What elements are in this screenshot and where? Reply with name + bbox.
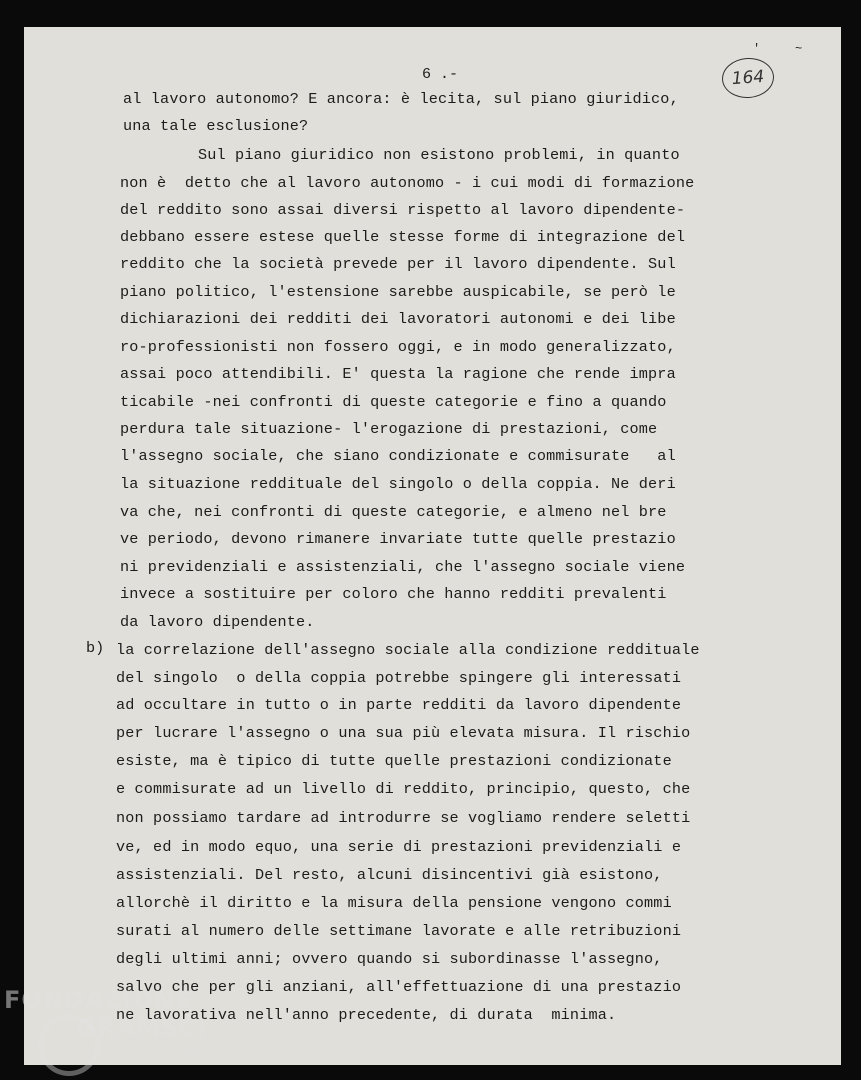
text-line: ve, ed in modo equo, una serie di prestazioni previdenziali e — [116, 838, 682, 856]
text-line: va che, nei confronti di queste categorie, e almeno nel bre — [120, 503, 667, 521]
text-line: ad occultare in tutto o in parte redditi da lavoro dipendente — [116, 696, 682, 714]
text-line: del reddito sono assai diversi rispetto al lavoro dipendente- — [120, 201, 686, 219]
text-line: perdura tale situazione- l'erogazione di prestazioni, come — [120, 420, 658, 438]
text-line: surati al numero delle settimane lavorate e alle retribuzioni — [116, 922, 682, 940]
text-line: da lavoro dipendente. — [120, 613, 315, 631]
margin-mark: ' — [753, 42, 761, 56]
list-marker: b) — [86, 639, 105, 657]
margin-mark: ~ — [795, 42, 803, 56]
watermark-line: FONDAZIONE — [4, 986, 193, 1014]
archive-number-stamp: 164 — [721, 56, 776, 100]
text-line: ne lavorativa nell'anno precedente, di durata minima. — [116, 1006, 617, 1024]
text-line: dichiarazioni dei redditi dei lavoratori autonomi e dei libe — [120, 310, 676, 328]
watermark-line: GRAMSCI — [76, 1014, 208, 1042]
text-line: la situazione reddituale del singolo o della coppia. Ne deri — [120, 475, 676, 493]
text-line: allorchè il diritto e la misura della pensione vengono commi — [116, 894, 672, 912]
text-line: e commisurate ad un livello di reddito, principio, questo, che — [116, 780, 691, 798]
text-line: al lavoro autonomo? E ancora: è lecita, sul piano giuridico, — [123, 90, 679, 108]
text-line: reddito che la società prevede per il lavoro dipendente. Sul — [120, 255, 676, 273]
watermark-logo — [4, 986, 234, 1076]
text-line: piano politico, l'estensione sarebbe auspicabile, se però le — [120, 283, 676, 301]
page-number: 6 .- — [422, 66, 459, 83]
text-line: Sul piano giuridico non esistono problemi, in quanto — [198, 146, 680, 164]
text-line: assai poco attendibili. E' questa la ragione che rende impra — [120, 365, 676, 383]
text-line: ni previdenziali e assistenziali, che l'assegno sociale viene — [120, 558, 686, 576]
text-line: per lucrare l'assegno o una sua più elevata misura. Il rischio — [116, 724, 691, 742]
text-line: assistenziali. Del resto, alcuni disincentivi già esistono, — [116, 866, 663, 884]
text-line: esiste, ma è tipico di tutte quelle prestazioni condizionate — [116, 752, 672, 770]
text-line: non è detto che al lavoro autonomo - i cui modi di formazione — [120, 174, 695, 192]
text-line: la correlazione dell'assegno sociale alla condizione reddituale — [116, 641, 700, 659]
text-line: ro-professionisti non fossero oggi, e in modo generalizzato, — [120, 338, 676, 356]
text-line: una tale esclusione? — [123, 117, 309, 135]
text-line: l'assegno sociale, che siano condizionate e commisurate al — [120, 447, 676, 465]
text-line: ticabile -nei confronti di queste categorie e fino a quando — [120, 393, 667, 411]
text-line: del singolo o della coppia potrebbe spingere gli interessati — [116, 669, 682, 687]
text-line: ve periodo, devono rimanere invariate tutte quelle prestazio — [120, 530, 676, 548]
watermark-line: onlus — [174, 1046, 207, 1060]
text-line: debbano essere estese quelle stesse forme di integrazione del — [120, 228, 686, 246]
text-line: invece a sostituire per coloro che hanno redditi prevalenti — [120, 585, 667, 603]
text-line: non possiamo tardare ad introdurre se vogliamo rendere seletti — [116, 809, 691, 827]
text-line: salvo che per gli anziani, all'effettuazione di una prestazio — [116, 978, 682, 996]
text-line: degli ultimi anni; ovvero quando si subordinasse l'assegno, — [116, 950, 663, 968]
